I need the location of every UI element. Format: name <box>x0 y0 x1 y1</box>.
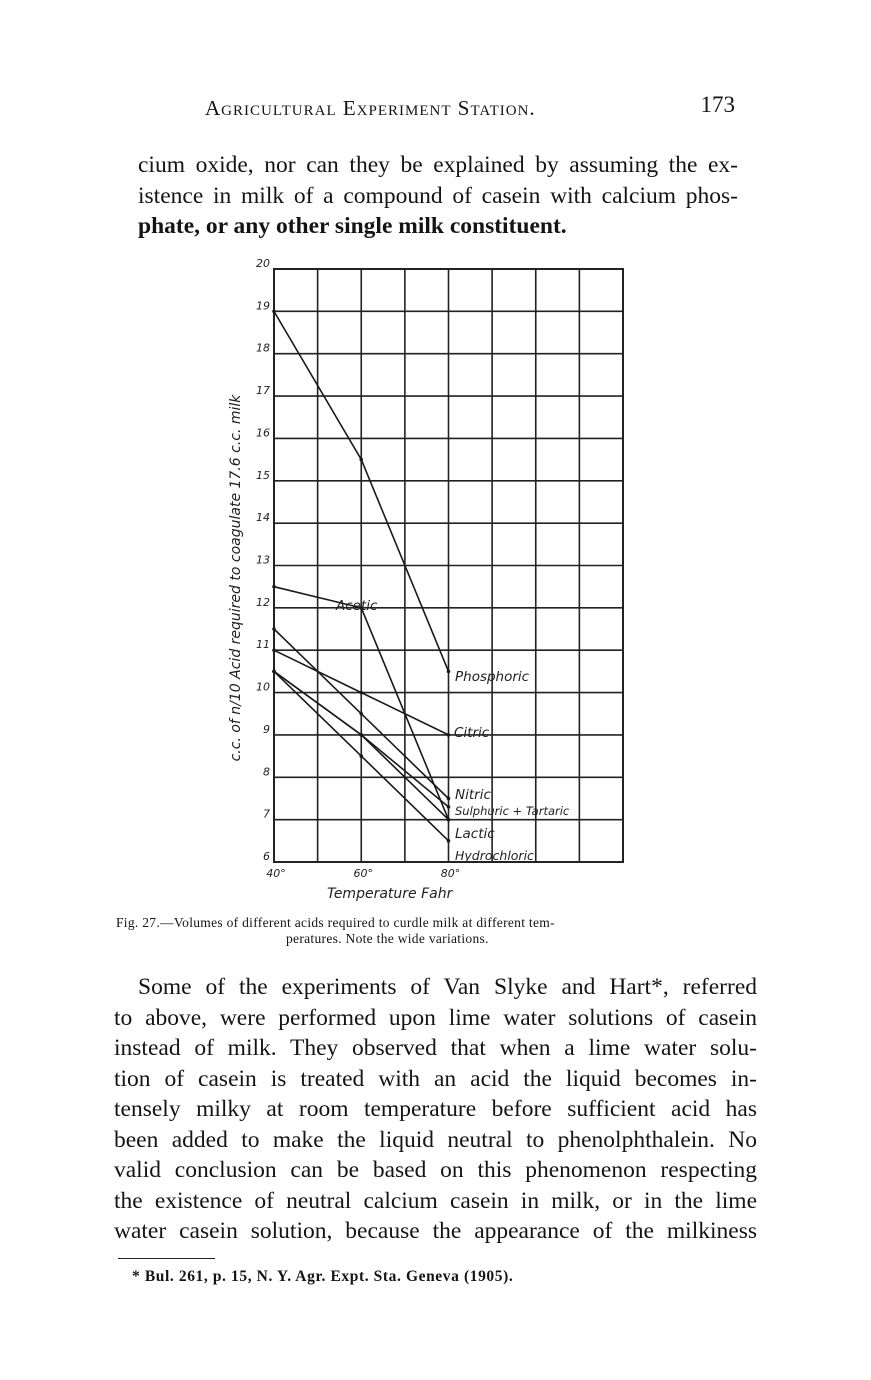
y-tick-label: 15 <box>256 468 270 482</box>
data-point <box>359 458 363 462</box>
y-tick-label: 6 <box>263 850 270 863</box>
paragraph-line: tensely milky at room temperature before sufficient acid has <box>114 1096 757 1122</box>
y-tick-label: 8 <box>263 765 270 779</box>
label-lactic: Lactic <box>455 826 495 842</box>
x-tick-label: 40° <box>266 867 286 880</box>
paragraph-line: instead of milk. They observed that when a lime water solu- <box>114 1035 757 1061</box>
page-number: 173 <box>700 92 735 117</box>
data-point <box>272 670 276 674</box>
label-citric: Citric <box>454 725 490 741</box>
paragraph-line: Some of the experiments of Van Slyke and Hart*, referred <box>138 974 757 1000</box>
label-sulphuric-tartaric: Sulphuric + Tartaric <box>455 804 570 818</box>
data-point <box>359 691 363 695</box>
label-phosphoric: Phosphoric <box>455 669 530 685</box>
label-hydrochloric: Hydrochloric <box>455 848 534 863</box>
data-point <box>272 627 276 631</box>
y-tick-label: 14 <box>256 511 270 525</box>
caption-line-2: peratures. Note the wide variations. <box>286 931 489 946</box>
y-tick-label: 16 <box>256 426 270 440</box>
paragraph-line: to above, were performed upon lime water solutions of casein <box>114 1004 757 1031</box>
chart-grid <box>274 269 623 862</box>
x-axis-title: Temperature Fahr <box>327 886 453 902</box>
data-point <box>447 839 451 843</box>
data-point <box>359 754 363 758</box>
data-point <box>359 733 363 737</box>
paragraph-line: valid conclusion can be based on this phenomenon respecting <box>114 1157 757 1183</box>
caption-line-1: Fig. 27.—Volumes of different acids required to curdle milk at different tem- <box>116 915 555 930</box>
paragraph-line: istence in milk of a compound of casein with calcium phos- <box>138 182 738 209</box>
data-point <box>272 310 276 314</box>
x-tick-label: 60° <box>353 867 373 880</box>
y-tick-label: 10 <box>256 680 270 694</box>
chart-ticks <box>256 257 460 880</box>
data-point <box>272 648 276 652</box>
paragraph-line: the existence of neutral calcium casein in milk, or in the lime <box>114 1187 757 1214</box>
y-tick-label: 9 <box>263 722 270 736</box>
paragraph-line: been added to make the liquid neutral to phenolphthalein. No <box>114 1126 757 1153</box>
label-acetic: Acetic <box>336 598 378 614</box>
data-point <box>447 818 451 822</box>
x-tick-label: 80° <box>440 867 461 880</box>
y-tick-label: 18 <box>256 341 270 355</box>
figure-caption <box>116 915 756 947</box>
footnote-rule <box>118 1258 215 1259</box>
y-tick-label: 13 <box>256 553 270 567</box>
paragraph-line: water casein solution, because the appearance of the milkiness <box>114 1218 757 1244</box>
data-point <box>447 670 451 674</box>
paragraph-line: cium oxide, nor can they be explained by assuming the ex- <box>138 152 738 178</box>
bottom-paragraph <box>114 972 757 1247</box>
y-tick-label: 19 <box>256 299 270 313</box>
data-point <box>447 805 451 809</box>
running-title: Agricultural Experiment Station. <box>205 96 536 120</box>
label-nitric: Nitric <box>455 787 491 803</box>
y-axis-title: c.c. of n/10 Acid required to coagulate 17.6 c.c. milk <box>228 394 244 762</box>
data-point <box>359 712 363 716</box>
paragraph-line: tion of casein is treated with an acid the liquid becomes in- <box>114 1065 757 1092</box>
y-tick-label: 7 <box>263 807 270 821</box>
y-tick-label: 12 <box>256 595 270 609</box>
data-point <box>447 733 451 737</box>
y-tick-label: 20 <box>256 257 270 270</box>
y-tick-label: 17 <box>256 384 270 398</box>
y-tick-label: 11 <box>256 638 270 652</box>
footnote: * Bul. 261, p. 15, N. Y. Agr. Expt. Sta. Geneva (1905). <box>132 1268 514 1285</box>
data-point <box>272 585 276 589</box>
data-point <box>447 797 451 801</box>
paragraph-line: phate, or any other single milk constituent. <box>138 213 567 239</box>
